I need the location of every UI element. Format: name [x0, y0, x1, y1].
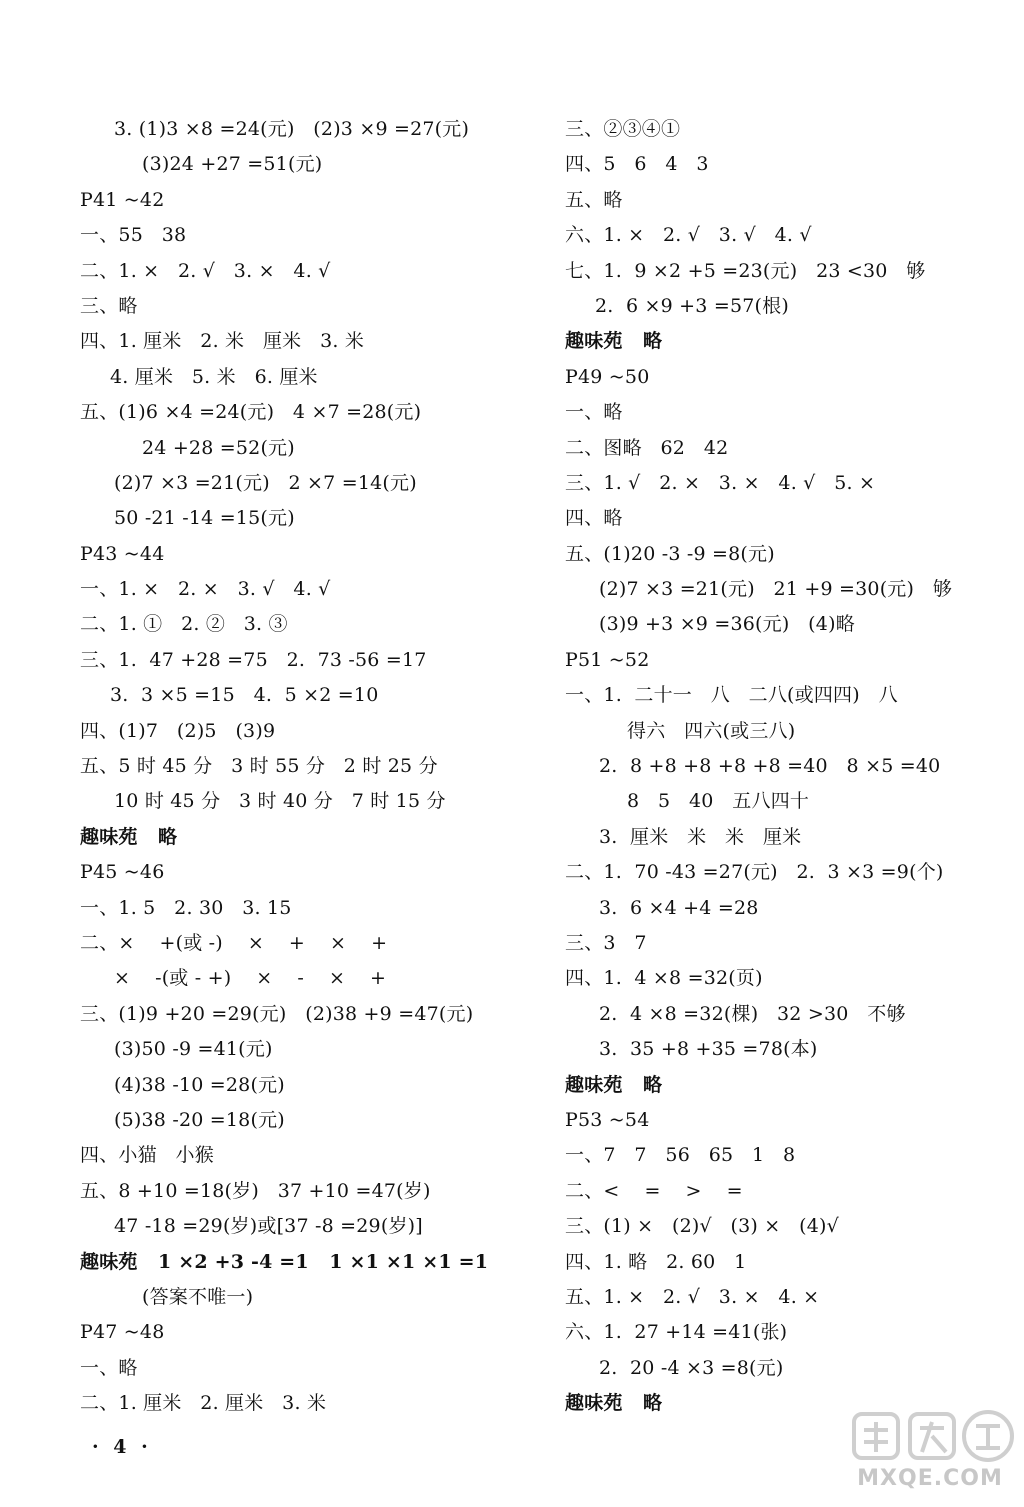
- right-answer-line: 8 5 40 五八四十: [627, 790, 810, 813]
- watermark: [840, 1408, 1020, 1498]
- left-answer-line: 四、1. 厘米 2. 米 厘米 3. 米: [80, 330, 365, 353]
- left-answer-line: 二、1. × 2. √ 3. × 4. √: [80, 259, 331, 282]
- right-answer-line: 一、1. 二十一 八 二八(或四四) 八: [565, 684, 898, 707]
- page-number: · 4 ·: [92, 1436, 152, 1458]
- right-answer-line: 趣味苑 略: [565, 1073, 663, 1096]
- right-answer-line: P49 ~50: [565, 365, 650, 388]
- right-answer-line: 六、1. 27 +14 =41(张): [565, 1321, 788, 1344]
- right-answer-line: 五、略: [565, 188, 623, 211]
- left-answer-column: [80, 112, 520, 1421]
- right-answer-line: 2. 20 -4 ×3 =8(元): [599, 1356, 784, 1379]
- left-answer-line: 一、55 38: [80, 224, 187, 247]
- left-answer-line: (4)38 -10 =28(元): [114, 1073, 285, 1096]
- left-answer-line: (答案不唯一): [142, 1285, 254, 1308]
- right-answer-line: 七、1. 9 ×2 +5 =23(元) 23 <30 够: [565, 259, 926, 282]
- right-answer-line: P53 ~54: [565, 1108, 650, 1131]
- right-answer-line: 四、5 6 4 3: [565, 153, 709, 176]
- left-answer-line: 二、× +(或 -) × + × +: [80, 931, 388, 954]
- left-answer-line: P45 ~46: [80, 861, 165, 884]
- left-answer-line: 二、1. ① 2. ② 3. ③: [80, 613, 288, 636]
- right-answer-line: 四、略: [565, 507, 623, 530]
- right-answer-line: 2. 6 ×9 +3 =57(根): [595, 294, 789, 317]
- right-answer-column: [565, 112, 1005, 1421]
- right-answer-line: 二、< = > =: [565, 1179, 743, 1202]
- left-answer-line: 四、小猫 小猴: [80, 1144, 214, 1167]
- left-answer-line: P47 ~48: [80, 1321, 165, 1344]
- right-answer-line: 三、1. √ 2. × 3. × 4. √ 5. ×: [565, 471, 876, 494]
- left-answer-line: (3)24 +27 =51(元): [142, 153, 323, 176]
- right-answer-line: 三、②③④①: [565, 118, 681, 140]
- right-answer-line: 一、略: [565, 401, 623, 424]
- left-answer-line: 趣味苑 1 ×2 +3 -4 =1 1 ×1 ×1 ×1 =1: [80, 1250, 489, 1273]
- left-answer-line: 五、8 +10 =18(岁) 37 +10 =47(岁): [80, 1179, 431, 1202]
- left-answer-line: 趣味苑 略: [80, 825, 178, 848]
- left-answer-line: 四、(1)7 (2)5 (3)9: [80, 719, 276, 742]
- left-answer-line: 10 时 45 分 3 时 40 分 7 时 15 分: [114, 790, 446, 813]
- left-answer-line: 三、略: [80, 294, 138, 317]
- right-answer-line: 四、1. 略 2. 60 1: [565, 1250, 747, 1273]
- right-answer-line: 2. 8 +8 +8 +8 +8 =40 8 ×5 =40: [599, 755, 941, 778]
- right-answer-line: 四、1. 4 ×8 =32(页): [565, 967, 763, 990]
- left-answer-line: 24 +28 =52(元): [142, 436, 295, 459]
- left-answer-line: (3)50 -9 =41(元): [114, 1038, 273, 1061]
- right-answer-line: 六、1. × 2. √ 3. √ 4. √: [565, 224, 812, 247]
- right-answer-line: 三、3 7: [565, 931, 647, 954]
- right-answer-line: 3. 厘米 米 米 厘米: [599, 825, 802, 848]
- left-answer-line: 50 -21 -14 =15(元): [114, 507, 295, 530]
- right-answer-line: 得六 四六(或三八): [627, 719, 796, 742]
- right-answer-line: P51 ~52: [565, 648, 650, 671]
- left-answer-line: 二、1. 厘米 2. 厘米 3. 米: [80, 1392, 327, 1415]
- left-answer-line: 一、略: [80, 1356, 138, 1379]
- left-answer-line: × -(或 - +) × - × +: [114, 967, 387, 990]
- right-answer-line: 一、7 7 56 65 1 8: [565, 1144, 796, 1167]
- right-answer-line: 3. 6 ×4 +4 =28: [599, 896, 759, 919]
- watermark-text: MXQE.COM: [857, 1466, 1003, 1491]
- right-answer-line: 三、(1) × (2)√ (3) × (4)√: [565, 1215, 839, 1238]
- left-answer-line: 4. 厘米 5. 米 6. 厘米: [110, 365, 318, 388]
- right-answer-line: (3)9 +3 ×9 =36(元) (4)略: [599, 613, 855, 636]
- right-answer-line: 2. 4 ×8 =32(棵) 32 >30 不够: [599, 1002, 906, 1025]
- left-answer-line: 一、1. 5 2. 30 3. 15: [80, 896, 292, 919]
- left-answer-line: (2)7 ×3 =21(元) 2 ×7 =14(元): [114, 471, 417, 494]
- right-answer-line: 五、1. × 2. √ 3. × 4. ×: [565, 1285, 820, 1308]
- right-answer-line: 趣味苑 略: [565, 1392, 663, 1415]
- left-answer-line: 三、(1)9 +20 =29(元) (2)38 +9 =47(元): [80, 1002, 474, 1025]
- right-answer-line: 二、图略 62 42: [565, 436, 729, 459]
- right-answer-line: 趣味苑 略: [565, 330, 663, 353]
- left-answer-line: (5)38 -20 =18(元): [114, 1108, 285, 1131]
- right-answer-line: (2)7 ×3 =21(元) 21 +9 =30(元) 够: [599, 578, 953, 601]
- left-answer-line: P43 ~44: [80, 542, 165, 565]
- left-answer-line: 三、1. 47 +28 =75 2. 73 -56 =17: [80, 648, 427, 671]
- left-answer-line: 五、(1)6 ×4 =24(元) 4 ×7 =28(元): [80, 401, 422, 424]
- right-answer-line: 3. 35 +8 +35 =78(本): [599, 1038, 818, 1061]
- left-answer-line: 47 -18 =29(岁)或[37 -8 =29(岁)]: [114, 1215, 423, 1238]
- left-answer-line: 3. 3 ×5 =15 4. 5 ×2 =10: [110, 684, 379, 707]
- left-answer-line: 3. (1)3 ×8 =24(元) (2)3 ×9 =27(元): [114, 118, 470, 140]
- left-answer-line: P41 ~42: [80, 188, 165, 211]
- left-answer-line: 五、5 时 45 分 3 时 55 分 2 时 25 分: [80, 755, 438, 778]
- right-answer-line: 五、(1)20 -3 -9 =8(元): [565, 542, 775, 565]
- left-answer-line: 一、1. × 2. × 3. √ 4. √: [80, 578, 331, 601]
- right-answer-line: 二、1. 70 -43 =27(元) 2. 3 ×3 =9(个): [565, 861, 944, 884]
